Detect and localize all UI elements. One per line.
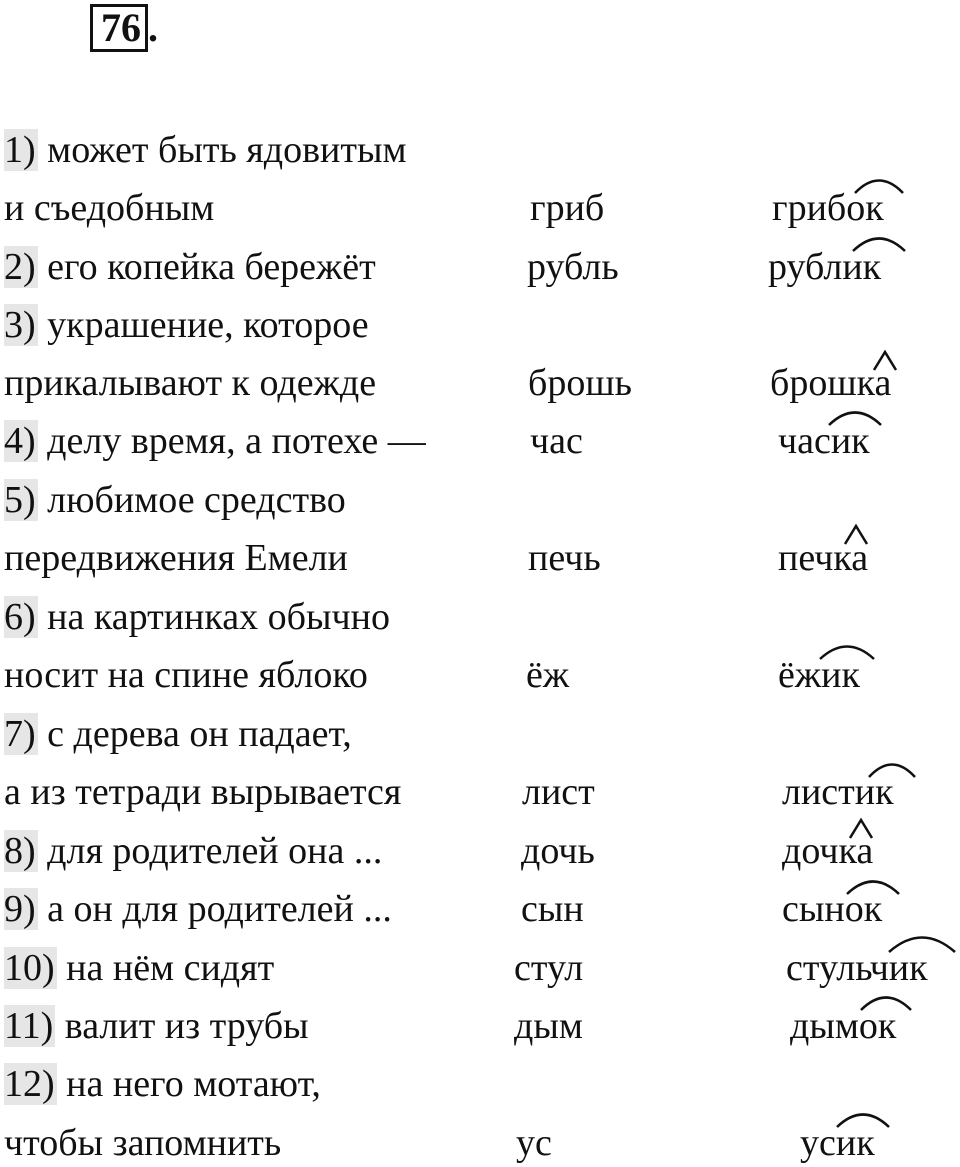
item-5-diminutive: печка [778, 537, 869, 579]
item-5-desc-line-2: передвижения Емели [4, 537, 348, 579]
item-number: 7) [4, 713, 36, 755]
item-11-word: дым [514, 1005, 583, 1047]
item-9-suffix-arc [844, 875, 902, 897]
item-9-diminutive: сынок [782, 888, 883, 930]
item-description: украшение, которое [47, 304, 369, 346]
item-number: 10) [4, 947, 55, 989]
item-1-suffix-arc [852, 174, 906, 196]
item-4-word: час [530, 420, 583, 462]
item-7-desc-line-1 [4, 711, 352, 757]
item-7-diminutive: листик [782, 771, 894, 813]
item-12-suffix-arc [834, 1108, 892, 1130]
item-10-desc-line-1 [4, 945, 274, 991]
item-6-desc-line-2: носит на спине яблоко [4, 654, 368, 696]
item-description: на него мотают, [66, 1063, 321, 1105]
exercise-number-dot: . [148, 5, 158, 50]
item-5-desc-line-1 [4, 477, 346, 523]
item-description: а он для родителей ... [47, 888, 392, 930]
item-2-suffix-arc [850, 232, 908, 254]
item-number: 4) [4, 420, 36, 462]
item-number: 12) [4, 1063, 55, 1105]
item-number: 8) [4, 830, 36, 872]
item-7-word: лист [522, 771, 595, 813]
item-8-suffix-arc [846, 817, 876, 841]
item-3-desc-line-1 [4, 302, 369, 348]
item-number: 9) [4, 888, 36, 930]
item-1-desc-line-2: и съедобным [4, 187, 215, 229]
item-3-suffix-arc [870, 349, 900, 373]
item-number: 5) [4, 479, 36, 521]
item-4-suffix-arc [826, 406, 884, 428]
item-number: 6) [4, 596, 36, 638]
item-1-word: гриб [530, 187, 605, 229]
item-number: 11) [4, 1005, 54, 1047]
item-description: может быть ядовитым [47, 129, 407, 171]
item-description: на картинках обычно [47, 596, 390, 638]
item-1-diminutive: грибок [772, 187, 884, 229]
item-6-suffix-arc [817, 640, 877, 662]
item-2-word: рубль [527, 246, 619, 288]
item-2-diminutive: рублик [768, 246, 882, 288]
item-12-desc-line-2: чтобы запомнить [4, 1122, 282, 1164]
item-12-desc-line-1 [4, 1061, 321, 1107]
item-description: для родителей она ... [47, 830, 383, 872]
item-7-suffix-arc [866, 758, 918, 780]
item-5-suffix-arc [841, 523, 871, 547]
item-2-desc-line-1 [4, 244, 376, 290]
item-11-desc-line-1 [4, 1003, 309, 1049]
item-11-suffix-arc [858, 991, 914, 1013]
item-6-diminutive: ёжик [778, 654, 860, 696]
item-description: валит из трубы [64, 1005, 309, 1047]
item-number: 2) [4, 246, 36, 288]
item-10-diminutive: стульчик [786, 947, 928, 989]
item-7-desc-line-2: а из тетради вырывается [4, 771, 402, 813]
item-12-word: ус [516, 1122, 552, 1164]
item-description: на нём сидят [66, 947, 275, 989]
item-8-desc-line-1 [4, 828, 382, 874]
item-12-diminutive: усик [800, 1122, 875, 1164]
item-3-diminutive: брошка [770, 362, 892, 404]
item-description: его копейка бережёт [47, 246, 376, 288]
exercise-number-box: 76 [90, 4, 148, 52]
item-9-word: сын [521, 888, 584, 930]
item-number: 1) [4, 129, 36, 171]
item-1-desc-line-1 [4, 127, 407, 173]
item-5-word: печь [528, 537, 601, 579]
item-6-word: ёж [526, 654, 570, 696]
item-6-desc-line-1 [4, 594, 390, 640]
exercise-number [90, 4, 158, 50]
item-9-desc-line-1 [4, 886, 392, 932]
item-8-word: дочь [521, 830, 595, 872]
item-3-word: брошь [528, 362, 632, 404]
item-description: делу время, а потехе — [47, 420, 426, 462]
item-4-desc-line-1 [4, 418, 426, 464]
item-3-desc-line-2: прикалывают к одежде [4, 362, 377, 404]
item-number: 3) [4, 304, 36, 346]
item-8-diminutive: дочка [782, 830, 874, 872]
item-10-word: стул [514, 947, 584, 989]
item-10-suffix-arc [886, 931, 958, 955]
item-4-diminutive: часик [778, 420, 870, 462]
item-11-diminutive: дымок [790, 1005, 897, 1047]
item-description: любимое средство [47, 479, 346, 521]
item-description: с дерева он падает, [47, 713, 352, 755]
